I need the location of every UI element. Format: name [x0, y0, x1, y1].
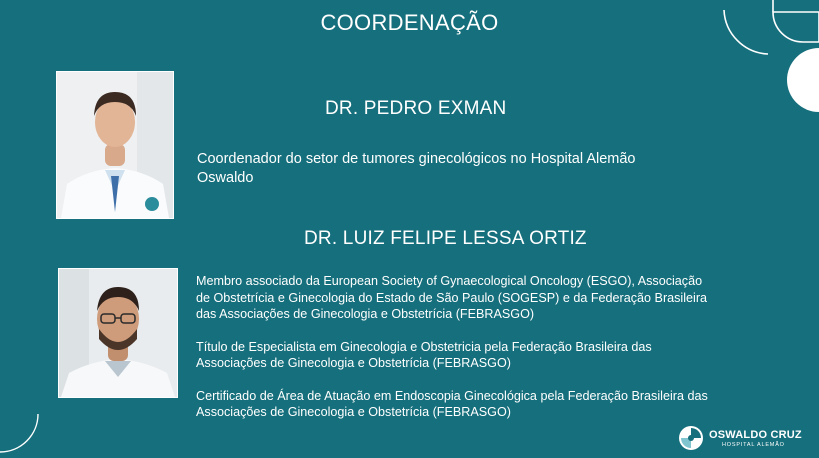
- portrait-photo-pedro-exman: [56, 71, 174, 219]
- hospital-logo: [678, 425, 808, 451]
- slide-title: COORDENAÇÃO: [320, 10, 499, 35]
- person-name-luiz-felipe: DR. LUIZ FELIPE LESSA ORTIZ: [304, 228, 587, 249]
- portrait-photo-luiz-felipe: [58, 268, 178, 398]
- person-name-pedro-exman: DR. PEDRO EXMAN: [325, 98, 507, 119]
- credential-item: Título de Especialista em Ginecologia e Obstetricia pela Federação Brasileira das Associações de Ginecologia e Obstetrícia (FEBRASGO): [196, 339, 652, 370]
- logo-name: OSWALDO CRUZ: [709, 429, 802, 441]
- credential-item: Membro associado da European Society of Gynaecological Oncology (ESGO), Associação de Obstetrícia e Ginecologia do Estado de São Paulo (SOGESP) e da Federação Brasileira das Associações de Ginecologia e Obstetrícia (FEBRASGO): [196, 274, 708, 321]
- credentials-list-luiz-felipe: [196, 273, 716, 437]
- decorative-arc-graphic: [0, 408, 45, 458]
- logo-subtitle: HOSPITAL ALEMÃO: [722, 442, 785, 448]
- person-description-pedro-exman: Coordenador do setor de tumores ginecológicos no Hospital Alemão Oswaldo: [197, 151, 636, 186]
- credential-item: Certificado de Área de Atuação em Endoscopia Ginecológica pela Federação Brasileira das Associações de Ginecologia e Obstetrícia (FEBRASGO): [196, 388, 708, 419]
- decorative-arcs-graphic: [718, 0, 819, 112]
- logo-mark-icon: [678, 425, 704, 451]
